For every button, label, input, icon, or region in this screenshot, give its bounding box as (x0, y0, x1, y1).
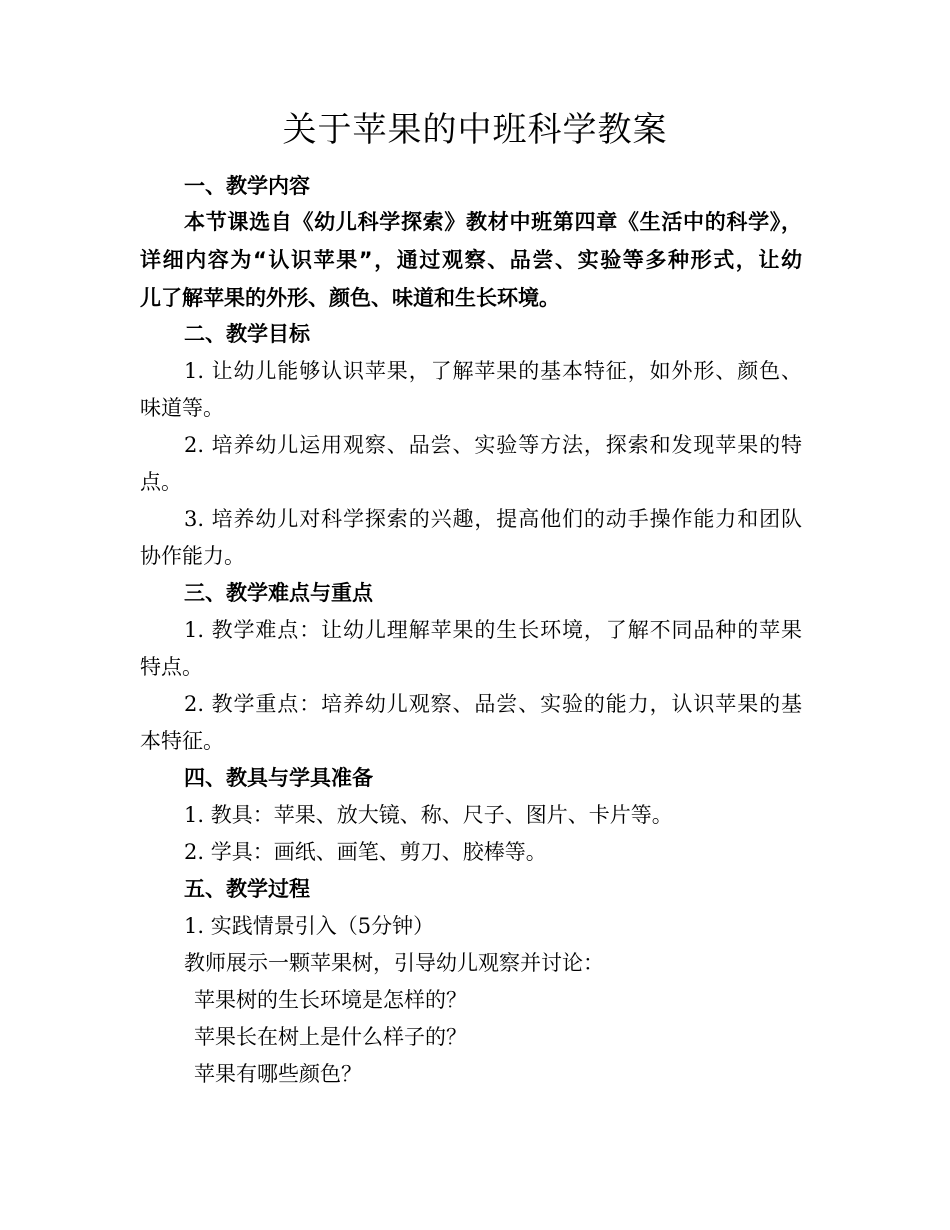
list-item-line: 特点。 (140, 655, 203, 679)
list-item-line: 2. 培养幼儿运用观察、品尝、实验等方法，探索和发现苹果的特 (184, 433, 802, 457)
question-line: 苹果树的生长环境是怎样的？ (194, 988, 467, 1012)
question-line: 苹果长在树上是什么样子的？ (194, 1025, 467, 1049)
list-item-line: 1. 教学难点：让幼儿理解苹果的生长环境，了解不同品种的苹果 (184, 618, 802, 642)
section-heading-content: 一、教学内容 (184, 174, 310, 198)
list-item-line: 协作能力。 (140, 544, 245, 568)
step-line: 1. 实践情景引入（5分钟） (184, 914, 435, 938)
document-title: 关于苹果的中班科学教案 (282, 110, 668, 150)
section-heading-objectives: 二、教学目标 (184, 322, 310, 346)
list-item-line: 1. 教具：苹果、放大镜、称、尺子、图片、卡片等。 (184, 803, 673, 827)
list-item-line: 3. 培养幼儿对科学探索的兴趣，提高他们的动手操作能力和团队 (184, 507, 802, 531)
paragraph-line: 本节课选自《幼儿科学探索》教材中班第四章《生活中的科学》， (184, 210, 802, 234)
list-item-line: 2. 学具：画纸、画笔、剪刀、胶棒等。 (184, 840, 547, 864)
paragraph-line: 详细内容为“认识苹果”，通过观察、品尝、实验等多种形式，让幼 (140, 248, 802, 272)
section-heading-process: 五、教学过程 (184, 877, 310, 901)
paragraph-line: 儿了解苹果的外形、颜色、味道和生长环境。 (140, 286, 560, 310)
section-heading-key-points: 三、教学难点与重点 (184, 581, 373, 605)
paragraph-line: 教师展示一颗苹果树，引导幼儿观察并讨论： (184, 951, 604, 975)
list-item-line: 本特征。 (140, 729, 224, 753)
list-item-line: 1. 让幼儿能够认识苹果，了解苹果的基本特征，如外形、颜色、 (184, 359, 802, 383)
list-item-line: 2. 教学重点：培养幼儿观察、品尝、实验的能力，认识苹果的基 (184, 692, 802, 716)
section-heading-materials: 四、教具与学具准备 (184, 766, 373, 790)
question-line: 苹果有哪些颜色？ (194, 1062, 362, 1086)
list-item-line: 点。 (140, 470, 182, 494)
list-item-line: 味道等。 (140, 396, 224, 420)
